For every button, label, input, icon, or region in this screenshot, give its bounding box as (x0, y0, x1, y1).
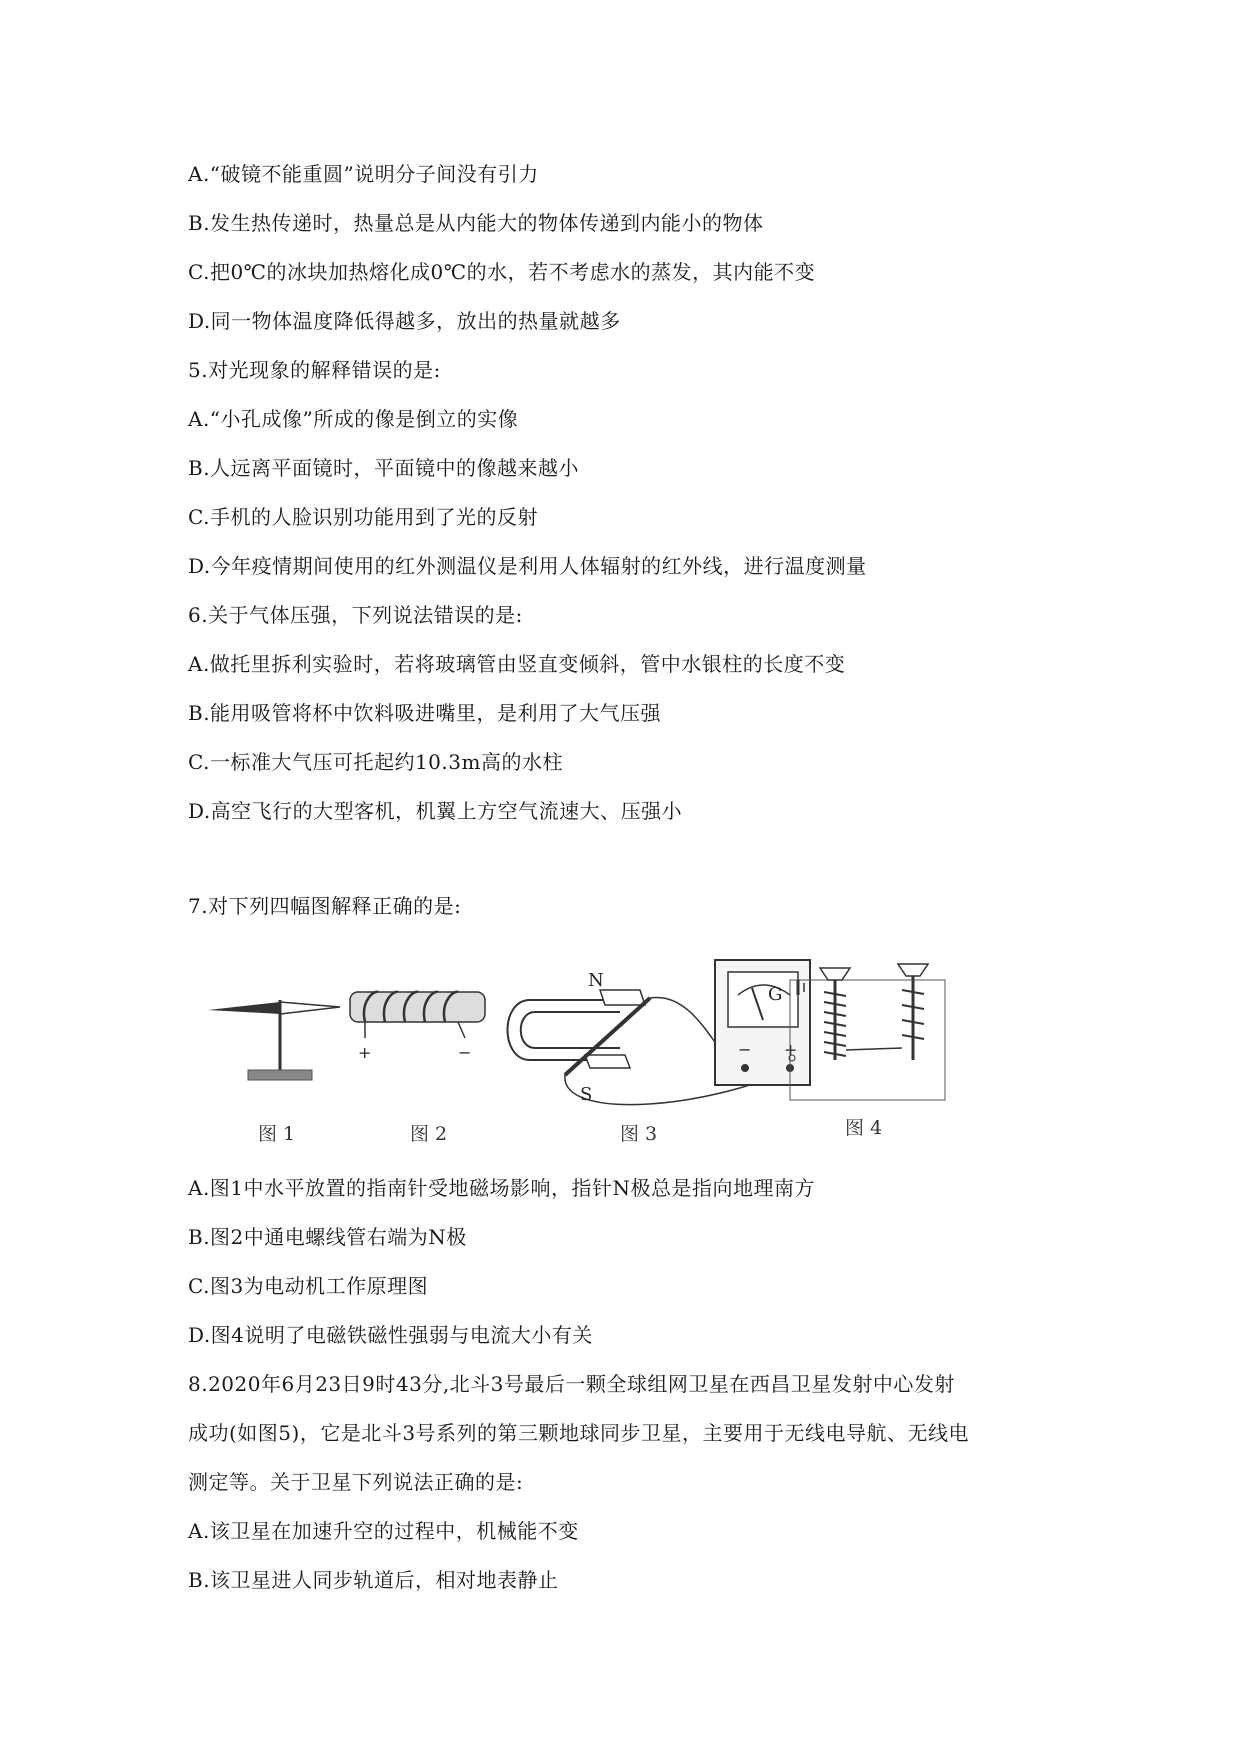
fig3-induction-setup (508, 960, 811, 1105)
q4-option-d: D.同一物体温度降低得越多，放出的热量就越多 (188, 309, 621, 333)
q8-stem-line1: 8.2020年6月23日9时43分,北斗3号最后一颗全球组网卫星在西昌卫星发射中心发射 (188, 1372, 955, 1396)
q5-stem: 5.对光现象的解释错误的是: (188, 358, 441, 382)
fig3-n-label: N (588, 970, 604, 991)
q8-stem-line2: 成功(如图5)，它是北斗3号系列的第三颗地球同步卫星，主要用于无线电导航、无线电 (188, 1421, 970, 1445)
q7-option-b: B.图2中通电螺线管右端为N极 (188, 1225, 467, 1249)
fig2-caption: 图 2 (410, 1123, 448, 1145)
q8-stem-line3: 测定等。关于卫星下列说法正确的是: (188, 1470, 524, 1494)
fig3-g-label: G (768, 984, 783, 1005)
q4-option-b: B.发生热传递时，热量总是从内能大的物体传递到内能小的物体 (188, 211, 764, 235)
q4-option-c: C.把0℃的冰块加热熔化成0℃的水，若不考虑水的蒸发，其内能不变 (188, 260, 816, 284)
q6-option-b: B.能用吸管将杯中饮料吸进嘴里，是利用了大气压强 (188, 701, 662, 725)
q6-stem: 6.关于气体压强，下列说法错误的是: (188, 603, 523, 627)
q4-option-a: A.“破镜不能重圆”说明分子间没有引力 (188, 162, 539, 186)
fig3-meter-plus: + (784, 1040, 798, 1059)
fig2-minus-label: − (458, 1043, 472, 1062)
q7-figures (200, 950, 1070, 1150)
fig3-meter-minus: − (738, 1040, 752, 1059)
q7-option-d: D.图4说明了电磁铁磁性强弱与电流大小有关 (188, 1323, 593, 1347)
q8-option-b: B.该卫星进人同步轨道后，相对地表静止 (188, 1568, 559, 1592)
q7-stem: 7.对下列四幅图解释正确的是: (188, 894, 462, 918)
fig2-solenoid (350, 992, 485, 1038)
fig4-electromagnets (789, 964, 945, 1100)
q8-option-a: A.该卫星在加速升空的过程中，机械能不变 (188, 1519, 579, 1543)
q7-option-a: A.图1中水平放置的指南针受地磁场影响，指针N极总是指向地理南方 (188, 1176, 816, 1200)
q5-option-d: D.今年疫情期间使用的红外测温仪是利用人体辐射的红外线，进行温度测量 (188, 554, 867, 578)
q6-option-a: A.做托里拆利实验时，若将玻璃管由竖直变倾斜，管中水银柱的长度不变 (188, 652, 846, 676)
q6-option-d: D.高空飞行的大型客机，机翼上方空气流速大、压强小 (188, 799, 683, 823)
fig2-plus-label: + (358, 1043, 372, 1062)
fig1-compass-needle (208, 1000, 340, 1080)
q5-option-c: C.手机的人脸识别功能用到了光的反射 (188, 505, 538, 529)
q6-option-c: C.一标准大气压可托起约10.3m高的水柱 (188, 750, 563, 774)
q5-option-a: A.“小孔成像”所成的像是倒立的实像 (188, 407, 519, 431)
fig4-caption: 图 4 (845, 1117, 883, 1139)
fig1-caption: 图 1 (258, 1123, 296, 1145)
fig3-s-label: S (580, 1084, 593, 1105)
q5-option-b: B.人远离平面镜时，平面镜中的像越来越小 (188, 456, 580, 480)
fig3-caption: 图 3 (620, 1123, 658, 1145)
q7-option-c: C.图3为电动机工作原理图 (188, 1274, 429, 1298)
